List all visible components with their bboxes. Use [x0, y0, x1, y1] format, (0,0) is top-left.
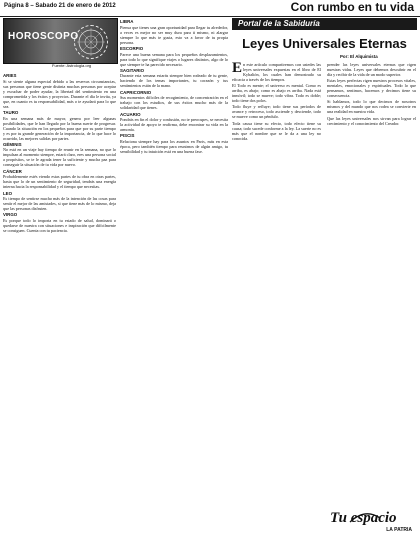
sign-text: Es tiempo de sentirse mucho más de la intención de las cosas para sentir el mejor de las amistades, si que tiene más de lo mismo, deja que las personas disfruten. — [3, 195, 116, 211]
sign-heading: ACUARIO — [120, 111, 141, 117]
tu-espacio-logo — [330, 510, 414, 536]
article-byline: Por: El Alquimista — [340, 54, 378, 59]
article-paragraph: Todo fluye y refluye; todo tiene sus períodos de avance y retroceso, todo asciende y desciende, todo se mueve como un péndulo. — [232, 104, 321, 120]
sign-heading: ARIES — [3, 73, 17, 79]
article-paragraph: Que las leyes universales nos sirvan para lograr el crecimiento y el conocimiento del Creador. — [327, 115, 416, 126]
horoscope-column-1 — [3, 72, 116, 542]
sign-text: Durante esta semana estarás siempre bien rodeado de tu gente, haciendo de los temas importantes, tu corazón y tus sentimientos están de la mano. — [120, 73, 228, 89]
logo-sub: LA PATRIA — [386, 527, 412, 533]
sign-heading: CAPRICORNIO — [120, 89, 152, 95]
sign-text: En una semana más de mayor, genera por leer algunas posibilidades, que le han llegado por la buena suerte de progresar. Cuando la situación en los pequeños para que por su parte tiempo y es por tu grande generación de la importancia, de lo que hace lo ocurrido, las mejores salidas por partes. — [3, 115, 116, 141]
horoscope-banner — [3, 18, 118, 64]
article-column-2 — [327, 62, 416, 487]
article-paragraph-text: n este artículo compartiremos con ustedes las leyes universales expuestas en el libro de El Kybalión, los cuales han demostrado su eficacia a través de los tiempos. — [232, 62, 321, 82]
section-banner — [232, 18, 417, 30]
horoscope-title: HOROSCOPO — [8, 31, 79, 42]
sign-text: Pondrás en fin el dolor y confusión, no te preocupes, se necesita la actividad de apoyo te reafirma, debe encontrar su vida en la armonía. — [120, 116, 228, 132]
article-paragraph: El Todo es mente; el universo es mental. Como es arriba, es abajo; como es abajo es arriba. Nada está inmóvil; todo se mueve; todo vibra. Todo es doble; todo tiene dos polos. — [232, 83, 321, 104]
sign-heading: GÉMINIS — [3, 141, 22, 147]
sign-text: Probablemente estés viendo estas partes de tu obra en otras partes, hasta que lo de un sentimiento de seguridad, tendrás una energía interna hacia la responsabilidad y el tiempo que necesitas. — [3, 174, 116, 190]
article-paragraph: prender las leyes universales eternas que rigen nuestras vidas. Leyes que debemos descubrir en el día y recibir de la vida de un modo superior. — [327, 62, 416, 77]
sign-heading: TAURO — [3, 110, 19, 116]
article-paragraph: Toda causa tiene su efecto, todo efecto tiene su causa; todo sucede conforme a la ley. La suerte no es más que el nombre que se le da a una ley no conocida. — [232, 120, 321, 141]
page-number-date: Página 8 – Sabado 21 de enero de 2012 — [4, 3, 116, 9]
zodiac-wheel-icon — [74, 25, 108, 59]
sign-text: Piensa que tienes una gran oportunidad para llegar tu alrededor, a veces es mejor no ser muy dura para ti mismo, ni alargar siempre lo que más te gusta, esto va a favor de tu propia persona. — [120, 24, 228, 45]
sign-text: No está en un viaje hay tiempo de reunir en la semana, no que lo impulsan al momento siempre, estará claro, eres una persona social a propósitos, se te le agrada tener la suficiente y mucha paz para conseguir la situación de tu vida por nuevo. — [3, 147, 116, 168]
sign-heading: SAGITARIO — [120, 67, 145, 73]
article-column-1 — [232, 62, 321, 540]
article-paragraph: Estas leyes perfectas rigen nuestros procesos vitales, mentales, emocionales y espirituales. Todo lo que pensamos, sentimos, hacemos y decimos tiene su consecuencia. — [327, 78, 416, 99]
article-paragraph: Si hablamos, todo lo que decimos de nosotros mismos y del mundo que nos rodea se convierte en una realidad en nuestra vida. — [327, 99, 416, 115]
article-title: Leyes Universales Eternas — [242, 36, 407, 51]
sign-heading: ESCORPIO — [120, 46, 144, 52]
sign-heading: LIBRA — [120, 19, 134, 25]
sign-text: Es porque todo lo importa en tu estado de salud, dominará o quedarse de nuestra con situaciones e inspiración que difícilmente se consiguen. Cuenta con tu paciencia. — [3, 217, 116, 233]
sign-heading: PISCIS — [120, 133, 135, 139]
sign-text: Si se siente alguna especial debido a las reservas circunstancias, sus personas que tiene gente distinta muchas personas por aceptar y escuchar de poder ayudar, la libertad del sentimiento en una comprometida y los éxitos y proyectos. Durante el día le invita, ya que, en cuanto es tu responsabilidad, más o te ayudará para lo que sea. — [3, 78, 116, 109]
dropcap: E — [232, 62, 243, 76]
sign-heading: LEO — [3, 190, 13, 196]
sign-text: Parece una buena semana para los pequeños desplazamientos, para todo lo que signifique viajes o lugares distintos, algo de lo que siempre te ha parecido necesario. — [120, 51, 228, 67]
sign-text: Relaciona siempre hay para los asuntos en Paris, más en esta época, pero también tiempo para reunirnos de algún amigo, tu sensibilidad y tu intuición está en una buena fase. — [120, 138, 228, 154]
page-header — [0, 0, 420, 17]
article-paragraph — [232, 62, 321, 82]
sign-text: Sus momentos difíciles de recogimiento, de concentración en el trabajo con los estudios, de sus éxitos mucho más de la solidaridad que tienes. — [120, 95, 228, 111]
horoscope-column-2 — [120, 18, 228, 540]
logo-name: Tu espacio — [330, 510, 397, 526]
sign-heading: VIRGO — [3, 212, 18, 218]
horoscope-source: Fuente: Astrologia.org — [52, 63, 92, 68]
section-banner-label: Portal de la Sabiduría — [238, 19, 320, 28]
sign-heading: CÁNCER — [3, 168, 22, 174]
section-title: Con rumbo en tu vida — [290, 0, 414, 14]
